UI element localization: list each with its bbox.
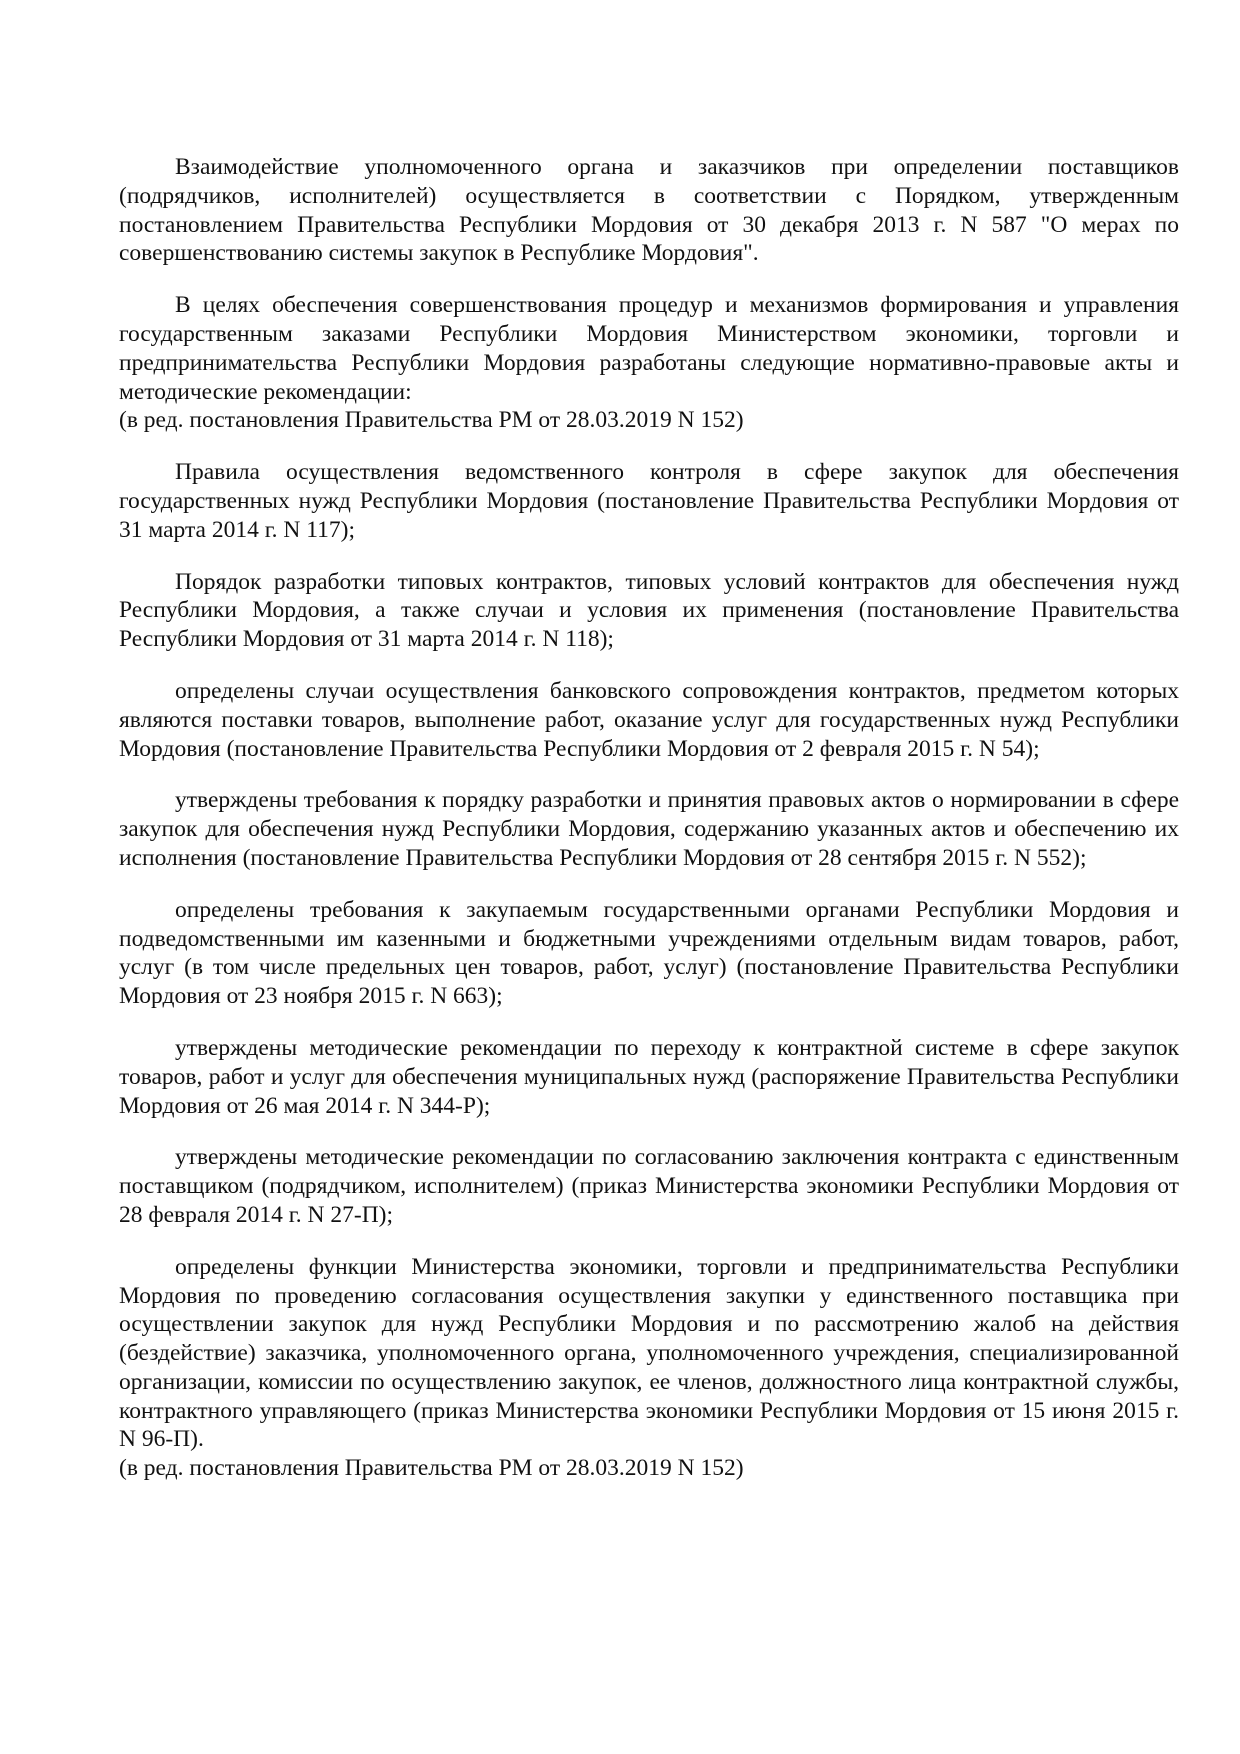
list-item: Правила осуществления ведомственного контроля в сфере закупок для обеспечения государственных нужд Республики Мордовия (постановление Правительства Республики Мордовия от 31 марта 2014 г. N 117); xyxy=(119,459,1179,543)
list-item: Порядок разработки типовых контрактов, типовых условий контрактов для обеспечения нужд Республики Мордовия, а также случаи и условия их применения (постановление Правительства Республики Мордовия от 31 марта 2014 г. N 118); xyxy=(119,568,1179,653)
list-item: определены требования к закупаемым государственными органами Республики Мордовия и подведомственными им казенными и бюджетными учреждениями отдельным видам товаров, работ, услуг (в том числе предельных цен товаров, работ, услуг) (постановление Правительства Республики Мордовия от 23 ноября 2015 г. N 663); xyxy=(119,896,1179,1010)
paragraph-intro: В целях обеспечения совершенствования процедур и механизмов формирования и управления государственным заказами Республики Мордовия Министерством экономики, торговли и предпринимательства Республики Мордовия разработаны следующие нормативно-правовые акты и методические рекомендации: xyxy=(119,292,1179,405)
list-item: утверждены методические рекомендации по переходу к контрактной системе в сфере закупок товаров, работ и услуг для обеспечения муниципальных нужд (распоряжение Правительства Республики Мордовия от 26 мая 2014 г. N 344-Р); xyxy=(119,1034,1179,1119)
document-page xyxy=(119,153,1179,1506)
list-item: определены функции Министерства экономики, торговли и предпринимательства Республики Мордовия по проведению согласования осуществления закупки у единственного поставщика при осуществлении закупок для нужд Республики Мордовия и по рассмотрению жалоб на действия (бездействие) заказчика, уполномоченного органа, уполномоченного учреждения, специализированной организации, комиссии по осуществлению закупок, ее членов, должностного лица контрактной службы, контрактного управляющего (приказ Министерства экономики Республики Мордовия от 15 июня 2015 г. N 96-П). xyxy=(119,1253,1179,1453)
list-item: определены случаи осуществления банковского сопровождения контрактов, предметом которых являются поставки товаров, выполнение работ, оказание услуг для государственных нужд Республики Мордовия (постановление Правительства Республики Мордовия от 2 февраля 2015 г. N 54); xyxy=(119,677,1179,762)
list-item: утверждены методические рекомендации по согласованию заключения контракта с единственным поставщиком (подрядчиком, исполнителем) (приказ Министерства экономики Республики Мордовия от 28 февраля 2014 г. N 27-П); xyxy=(119,1144,1179,1228)
list-item: утверждены требования к порядку разработки и принятия правовых актов о нормировании в сфере закупок для обеспечения нужд Республики Мордовия, содержанию указанных актов и обеспечению их исполнения (постановление Правительства Республики Мордовия от 28 сентября 2015 г. N 552); xyxy=(119,787,1179,871)
amendment-note: (в ред. постановления Правительства РМ от 28.03.2019 N 152) xyxy=(119,1455,744,1482)
amendment-note: (в ред. постановления Правительства РМ от 28.03.2019 N 152) xyxy=(119,407,744,434)
paragraph-interaction: Взаимодействие уполномоченного органа и заказчиков при определении поставщиков (подрядчиков, исполнителей) осуществляется в соответствии с Порядком, утвержденным постановлением Правительства Республики Мордовия от 30 декабря 2013 г. N 587 "О мерах по совершенствованию системы закупок в Республике Мордовия". xyxy=(119,154,1179,267)
